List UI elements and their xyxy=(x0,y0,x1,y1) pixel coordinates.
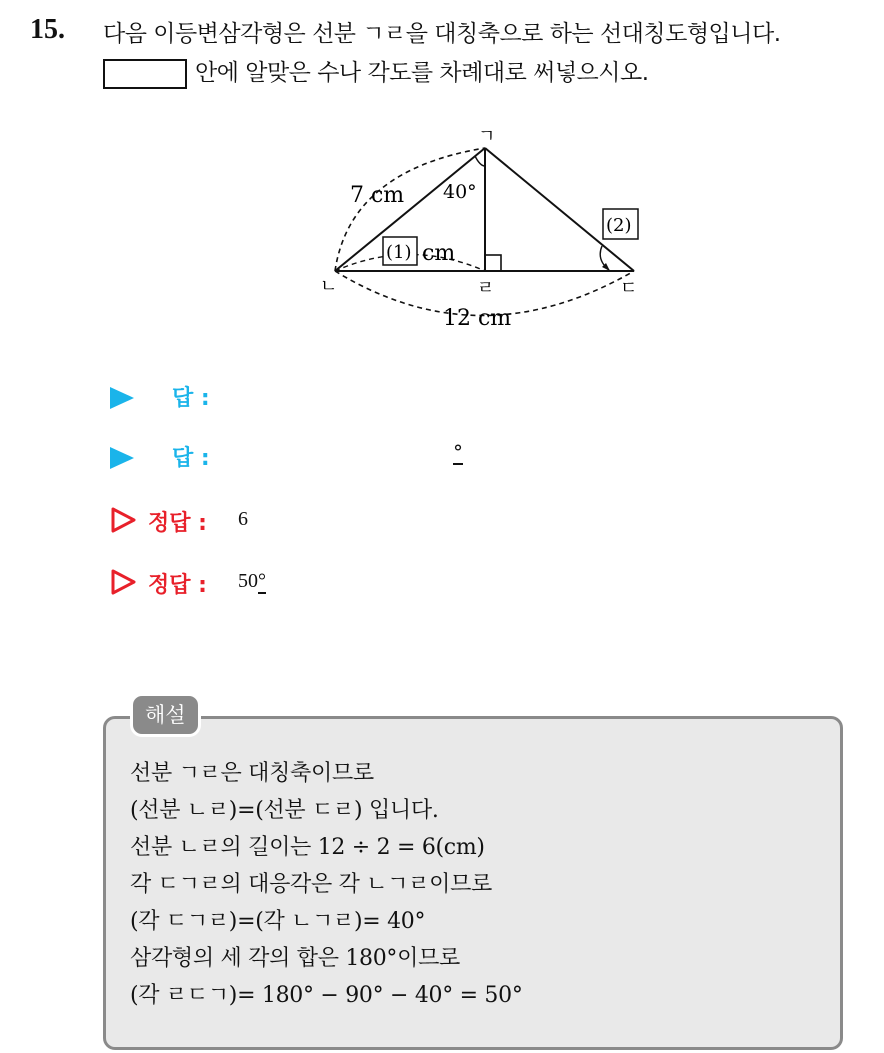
solution-value: 6 xyxy=(238,508,248,530)
explanation-line: 각 ㄷㄱㄹ의 대응각은 각 ㄴㄱㄹ이므로 xyxy=(130,872,493,897)
answer-label: 답 : xyxy=(172,446,210,471)
answer-arrow-icon xyxy=(110,447,134,469)
triangle-figure xyxy=(310,120,650,335)
base-length-label: 12 cm xyxy=(443,306,512,331)
answer-arrow-icon xyxy=(110,387,134,409)
right-angle-mark xyxy=(485,255,501,271)
problem-number: 15. xyxy=(30,14,65,45)
solution-value: 50 xyxy=(238,570,258,592)
explanation-line: 선분 ㄴㄹ의 길이는 12 ÷ 2 = 6(cm) xyxy=(130,835,485,860)
solution-arrow-icon xyxy=(110,568,138,598)
question-text-line1: 다음 이등변삼각형은 선분 ㄱㄹ을 대칭축으로 하는 선대칭도형입니다. xyxy=(103,21,781,47)
solution-value-with-unit xyxy=(238,570,266,593)
vertex-left-label: ㄴ xyxy=(320,276,338,297)
answer-degree-mark: ° xyxy=(453,440,463,464)
explanation-line: (선분 ㄴㄹ)=(선분 ㄷㄹ) 입니다. xyxy=(130,798,439,823)
explanation-line: (각 ㄷㄱㄹ)=(각 ㄴㄱㄹ)= 40° xyxy=(130,909,426,934)
side-length-label: 7 cm xyxy=(350,183,405,208)
explanation-line: (각 ㄹㄷㄱ)= 180° − 90° − 40° = 50° xyxy=(130,983,523,1008)
vertex-right-label: ㄷ xyxy=(620,278,638,299)
solution-label: 정답 : xyxy=(148,511,207,536)
top-angle-arc xyxy=(475,156,485,166)
vertex-top-label: ㄱ xyxy=(478,126,496,147)
blank-1-unit: cm xyxy=(422,241,456,266)
top-angle-label: 40° xyxy=(443,181,477,203)
answer-row-2 xyxy=(110,441,510,477)
solution-arrow-icon xyxy=(110,506,138,536)
explanation-line: 선분 ㄱㄹ은 대칭축이므로 xyxy=(130,761,374,786)
blank-2-label: (2) xyxy=(606,215,632,236)
explanation-line: 삼각형의 세 각의 합은 180°이므로 xyxy=(130,946,460,971)
answer-label: 답 : xyxy=(172,386,210,411)
question-text-line2-rest: 안에 알맞은 수나 각도를 차례대로 써넣으시오. xyxy=(195,60,649,86)
explanation-lines xyxy=(130,755,523,1014)
question-text-line2 xyxy=(103,54,649,89)
blank-1-label: (1) xyxy=(386,242,412,263)
vertex-bottom-label: ㄹ xyxy=(477,278,495,299)
blank-box-icon xyxy=(103,59,187,89)
explanation-tag: 해설 xyxy=(130,693,201,737)
solution-unit: ° xyxy=(258,570,266,592)
answer-row-1 xyxy=(110,381,510,417)
explanation-box xyxy=(103,716,843,1050)
solution-row-1 xyxy=(110,504,510,540)
solution-label: 정답 : xyxy=(148,573,207,598)
solution-row-2 xyxy=(110,566,510,602)
